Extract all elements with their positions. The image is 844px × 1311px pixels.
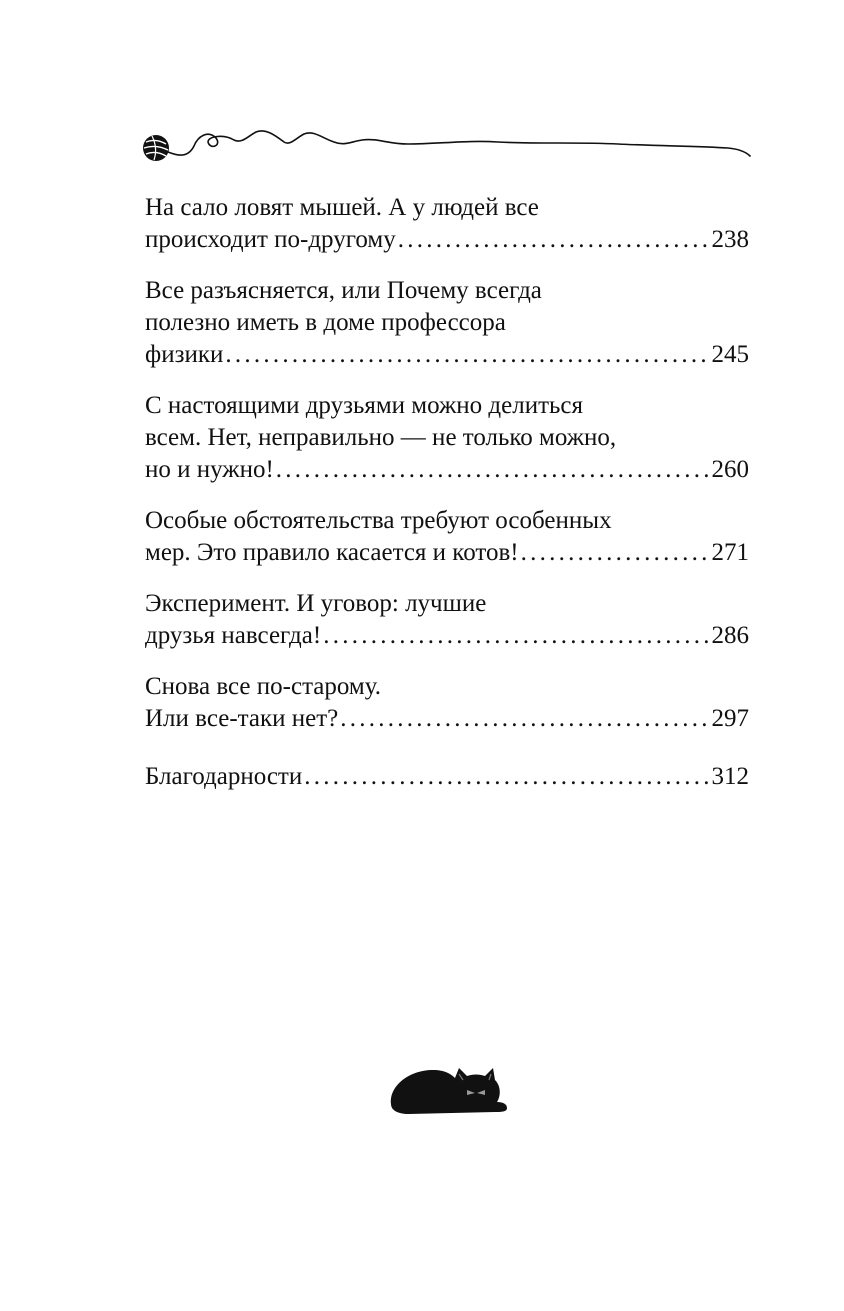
toc-entry-leader-row — [145, 454, 749, 486]
toc-entry-title-line: друзья навсегда! — [145, 622, 322, 649]
toc-entry[interactable] — [145, 275, 749, 371]
toc-entry-title-line: полезно иметь в доме профессора — [145, 309, 506, 336]
toc-entry-title-line: Или все-таки нет? — [145, 705, 339, 732]
toc-entry-leader-row — [145, 537, 749, 569]
toc-entry-title-line: Особые обстоятельства требуют особенных — [145, 507, 612, 534]
dot-leader — [225, 339, 709, 371]
toc-entry-title-line: происходит по-другому — [145, 226, 396, 253]
dot-leader — [304, 761, 709, 793]
page-number: 238 — [711, 226, 749, 253]
toc-entry-title-line: Снова все по-старому. — [145, 673, 381, 700]
dot-leader — [323, 620, 709, 652]
toc-entry-title-line: На сало ловят мышей. А у людей все — [145, 194, 539, 221]
page-number: 312 — [711, 763, 749, 790]
dot-leader — [398, 224, 710, 256]
dot-leader — [276, 454, 710, 486]
sleeping-black-cat-icon — [385, 1060, 509, 1120]
toc-entry[interactable] — [145, 390, 749, 486]
toc-entry-leader-row — [145, 339, 749, 371]
toc-entry-leader-row — [145, 620, 749, 652]
toc-entry[interactable] — [145, 505, 749, 569]
toc-entry[interactable] — [145, 761, 749, 793]
yarn-ball-thread-icon — [138, 118, 754, 166]
page-number: 271 — [711, 539, 749, 566]
page-number: 260 — [711, 456, 749, 483]
dot-leader — [521, 537, 710, 569]
toc-entry[interactable] — [145, 588, 749, 652]
toc-entry-title-line: Все разъясняется, или Почему всегда — [145, 277, 542, 304]
toc-entry[interactable] — [145, 671, 749, 735]
toc-entry-leader-row — [145, 761, 749, 793]
page-number: 286 — [711, 622, 749, 649]
toc-entry-leader-row — [145, 224, 749, 256]
dot-leader — [340, 703, 709, 735]
toc-entry-title-line: С настоящими друзьями можно делиться — [145, 392, 584, 419]
thread-line — [168, 131, 750, 156]
toc-entry-leader-row — [145, 703, 749, 735]
table-of-contents — [145, 192, 749, 812]
toc-entry-title-line: физики — [145, 341, 224, 368]
toc-entry-title-line: но и нужно! — [145, 456, 274, 483]
toc-entry[interactable] — [145, 192, 749, 256]
yarn-ball-icon — [143, 135, 169, 161]
toc-entry-title-line: Эксперимент. И уговор: лучшие — [145, 590, 487, 617]
page-number: 245 — [711, 341, 749, 368]
toc-entry-title-line: мер. Это правило касается и котов! — [145, 539, 519, 566]
page-number: 297 — [711, 705, 749, 732]
toc-entry-title-line: Благодарности — [145, 763, 303, 790]
toc-entry-title-line: всем. Нет, неправильно — не только можно, — [145, 424, 617, 451]
